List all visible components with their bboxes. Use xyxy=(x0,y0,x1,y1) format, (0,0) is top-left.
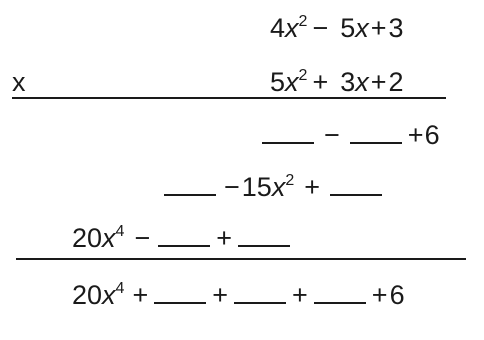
partial-1-blank-2[interactable] xyxy=(350,118,402,144)
partial-3-op-2: + xyxy=(216,223,233,253)
result-blank-1[interactable] xyxy=(154,278,206,304)
partial-2-op-2: + xyxy=(304,172,321,202)
partial-1-op-1: − xyxy=(324,120,340,150)
partial-2-term-2-coef: 15 xyxy=(241,172,272,202)
partial-2-blank-2[interactable] xyxy=(330,170,382,196)
result-blank-2[interactable] xyxy=(234,278,286,304)
partial-2-blank-1[interactable] xyxy=(164,170,216,196)
multiplier-term-1-coef: 5 xyxy=(270,67,286,97)
result-op-2: + xyxy=(212,280,229,310)
partial-product-1-row xyxy=(260,118,440,150)
result-term-5: 6 xyxy=(389,280,405,310)
partial-product-2-row xyxy=(162,170,384,202)
multiplier-term-1-exp: 2 xyxy=(298,67,308,84)
multiplier-op-1: + xyxy=(312,67,329,97)
partial-product-3-row xyxy=(72,221,292,253)
partial-3-term-1-exp: 4 xyxy=(115,223,125,240)
sum-line xyxy=(16,258,466,260)
result-op-1: + xyxy=(132,280,149,310)
multiplicand-term-3: 3 xyxy=(388,13,404,43)
multiplicand-term-2-coef: 5 xyxy=(340,13,356,43)
partial-3-op-1: − xyxy=(134,223,151,253)
partial-1-blank-1[interactable] xyxy=(262,118,314,144)
result-term-1-exp: 4 xyxy=(115,280,125,297)
result-op-4: + xyxy=(371,280,388,310)
multiplier-underline xyxy=(12,97,446,99)
partial-2-op-1: − xyxy=(224,172,240,202)
multiplicand-term-2-var: x xyxy=(355,13,369,43)
result-term-1-coef: 20 xyxy=(72,280,103,310)
partial-2-term-2-var: x xyxy=(271,172,286,202)
multiplier-term-3: 2 xyxy=(388,67,404,97)
result-op-3: + xyxy=(292,280,308,310)
partial-3-term-1-coef: 20 xyxy=(72,223,103,253)
multiplicand-op-2: + xyxy=(370,13,387,43)
partial-3-blank-1[interactable] xyxy=(158,221,210,247)
multiplicand-term-1-exp: 2 xyxy=(298,13,308,30)
partial-3-term-1-var: x xyxy=(102,223,116,253)
multiplier-term-2-coef: 3 xyxy=(340,67,356,97)
result-blank-3[interactable] xyxy=(314,278,366,304)
multiplicand-term-1-coef: 4 xyxy=(270,13,286,43)
times-sign: x xyxy=(12,67,26,97)
multiplicand-row xyxy=(270,12,404,44)
result-term-1-var: x xyxy=(102,280,116,310)
multiplicand-term-1-var: x xyxy=(285,13,299,43)
multiplier-term-2-var: x xyxy=(355,67,369,97)
partial-2-term-2-exp: 2 xyxy=(285,172,295,189)
multiplier-op-2: + xyxy=(370,67,387,97)
multiplier-term-1-var: x xyxy=(285,67,299,97)
partial-3-blank-2[interactable] xyxy=(238,221,290,247)
multiplier-row xyxy=(270,66,404,98)
partial-1-op-2: + xyxy=(407,120,424,150)
result-row xyxy=(72,278,405,310)
multiplication-sign xyxy=(12,66,26,98)
multiplicand-op-1: − xyxy=(312,13,329,43)
partial-1-term-3: 6 xyxy=(424,120,440,150)
